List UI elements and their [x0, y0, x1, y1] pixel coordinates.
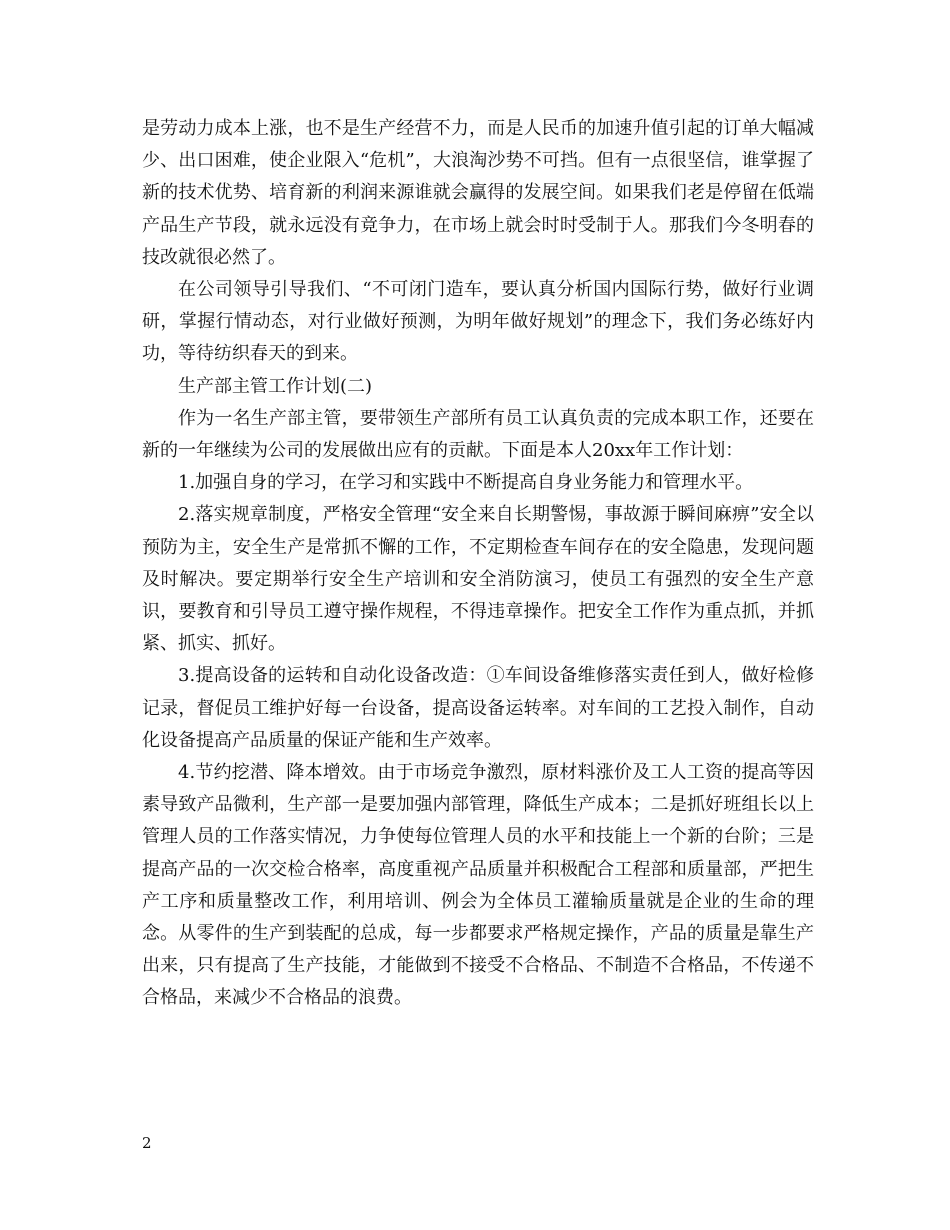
section-heading: 生产部主管工作计划(二) [178, 375, 373, 397]
list-item-3: 3.提高设备的运转和自动化设备改造：①车间设备维修落实责任到人，做好检修记录，督促员工维护好每一台设备，提高设备运转率。对车间的工艺投入制作，自动化设备提高产品质量的保证产能和生产效率。 [142, 665, 814, 751]
paragraph-intro: 作为一名生产部主管，要带领生产部所有员工认真负责的完成本职工作，还要在新的一年继续为公司的发展做出应有的贡献。下面是本人20xx年工作计划： [142, 407, 814, 462]
list-item-1: 1.加强自身的学习，在学习和实践中不断提高自身业务能力和管理水平。 [178, 472, 754, 494]
list-item-2: 2.落实规章制度，严格安全管理“安全来自长期警惕，事故源于瞬间麻痹”安全以预防为主，安全生产是常抓不懈的工作，不定期检查车间存在的安全隐患，发现问题及时解决。要定期举行安全生产培训和安全消防演习，使员工有强烈的安全生产意识，要教育和引导员工遵守操作规程，不得违章操作。把安全工作作为重点抓，并抓紧、抓实、抓好。 [142, 504, 814, 655]
list-item-4: 4.节约挖潜、降本增效。由于市场竞争激烈，原材料涨价及工人工资的提高等因素导致产品微利，生产部一是要加强内部管理，降低生产成本；二是抓好班组长以上管理人员的工作落实情况，力争使每位管理人员的水平和技能上一个新的台阶；三是提高产品的一次交检合格率，高度重视产品质量并积极配合工程部和质量部，严把生产工序和质量整改工作，利用培训、例会为全体员工灌输质量就是企业的生命的理念。从零件的生产到装配的总成，每一步都要求严格规定操作，产品的质量是靠生产出来，只有提高了生产技能，才能做到不接受不合格品、不制造不合格品，不传递不合格品，来减少不合格品的浪费。 [142, 762, 814, 1009]
paragraph-leadership: 在公司领导引导我们、“不可闭门造车，要认真分析国内国际行势，做好行业调研，掌握行情动态，对行业做好预测，为明年做好规划”的理念下，我们务必练好内功，等待纺织春天的到来。 [142, 279, 814, 365]
paragraph-continuation: 是劳动力成本上涨，也不是生产经营不力，而是人民币的加速升值引起的订单大幅减少、出口困难，使企业限入“危机”，大浪淘沙势不可挡。但有一点很坚信，谁掌握了新的技术优势、培育新的利润来源谁就会赢得的发展空间。如果我们老是停留在低端产品生产节段，就永远没有竟争力，在市场上就会时时受制于人。那我们今冬明春的技改就很必然了。 [142, 118, 814, 268]
document-body [142, 113, 814, 1015]
page-number: 2 [142, 1134, 152, 1152]
